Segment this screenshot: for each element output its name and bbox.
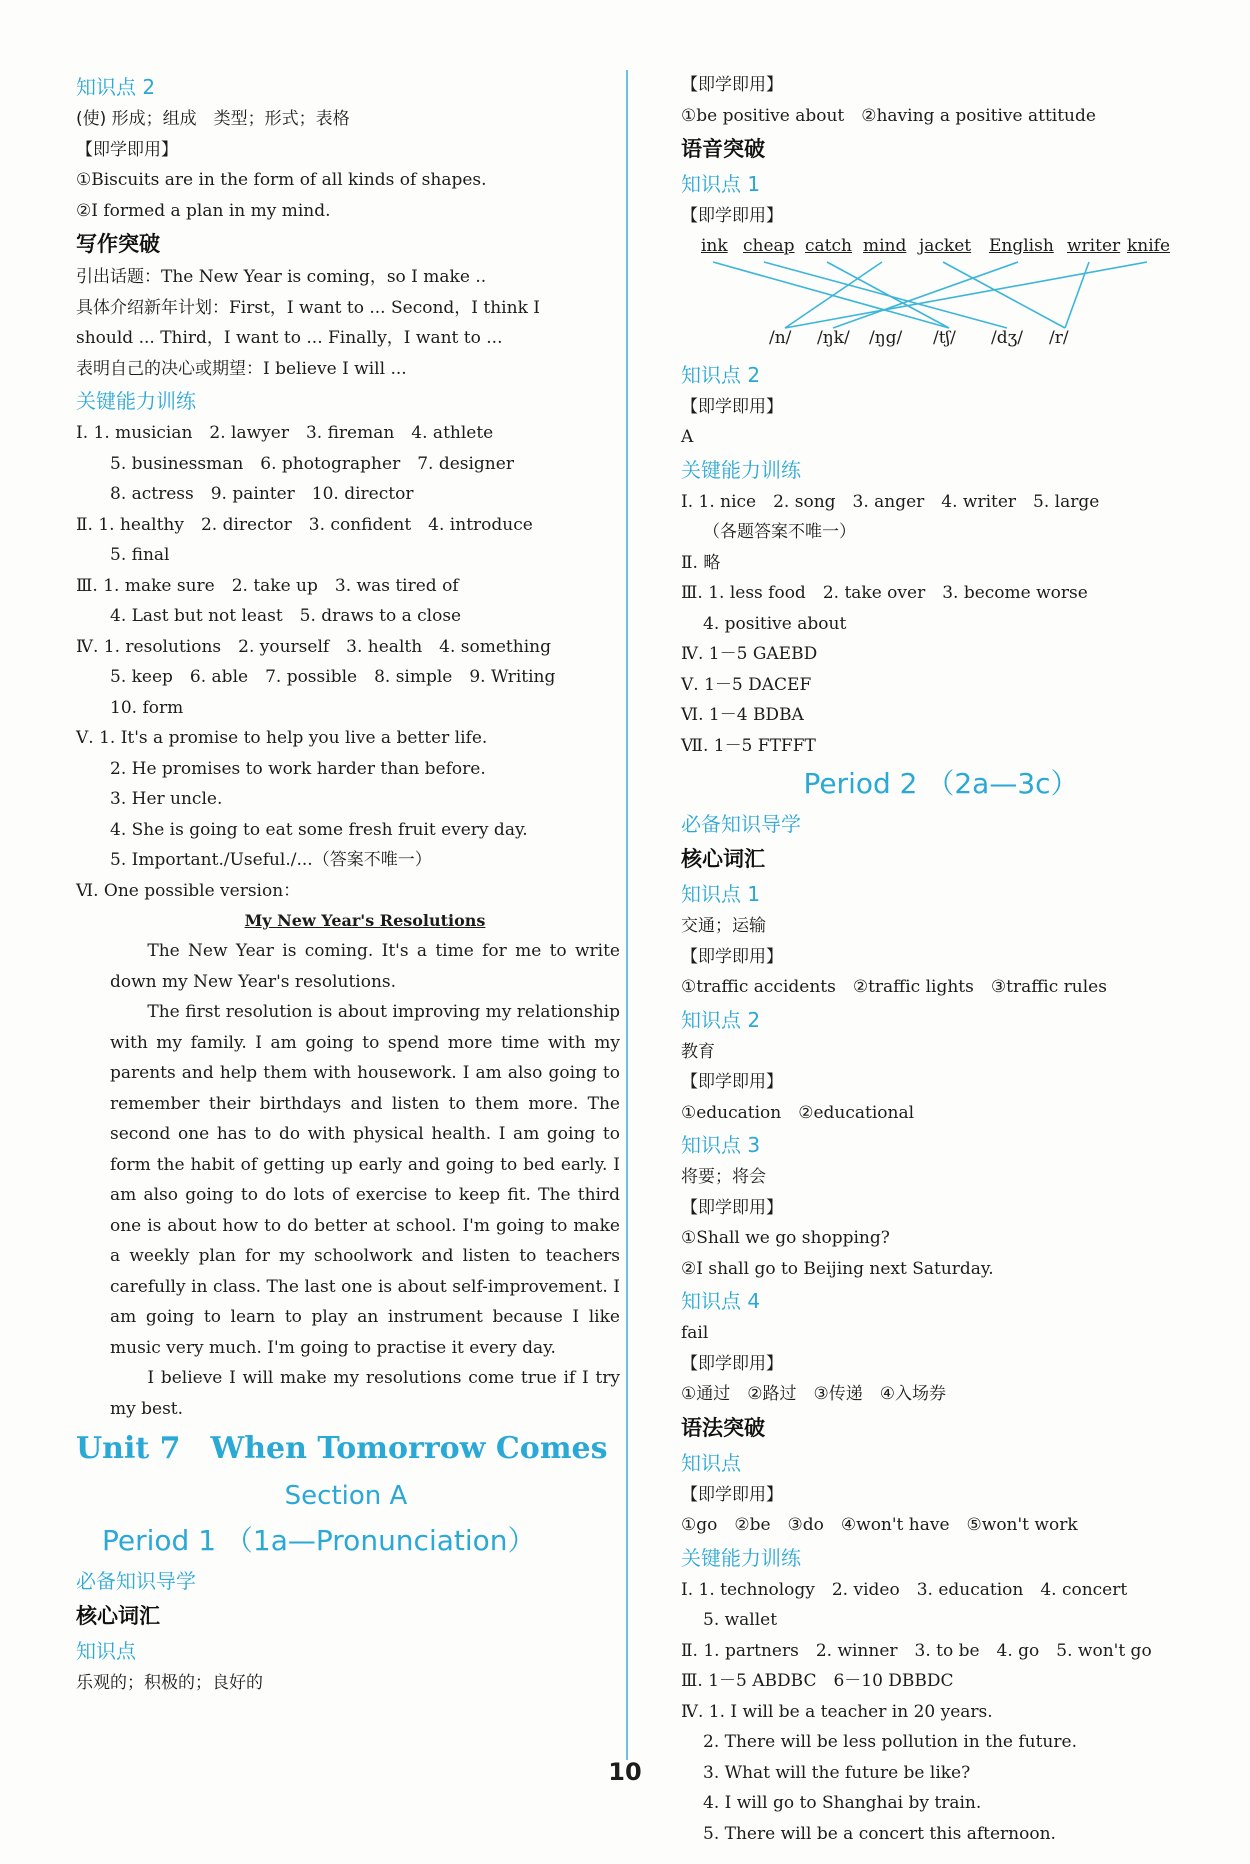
answer-line: Ⅵ. One possible version： — [76, 880, 301, 901]
practice-label: 【即学即用】 — [681, 1072, 783, 1092]
section-heading: 核心词汇 — [76, 1604, 160, 1628]
answer-line: Ⅰ. 1. nice 2. song 3. anger 4. writer 5. large — [681, 491, 1100, 512]
phoneme-row — [681, 328, 1201, 368]
answer-line: Ⅴ. 1－5 DACEF — [681, 674, 812, 695]
word-row — [681, 236, 1201, 306]
answer-line: ①Biscuits are in the form of all kinds of shapes. — [76, 170, 487, 190]
essay-paragraph: I believe I will make my resolutions come true if I try my best. — [110, 1368, 620, 1419]
practice-label: 【即学即用】 — [76, 139, 178, 160]
knowledge-point-heading: 知识点 1 — [681, 882, 761, 906]
answer-line: Ⅲ. 1. less food 2. take over 3. become worse — [681, 583, 1088, 603]
period-title: Period 2 （2a—3c） — [803, 767, 1079, 800]
answer-line: Ⅳ. 1－5 GAEBD — [681, 644, 818, 664]
writing-line: should ... Third，I want to ... Finally，I want to ... — [76, 328, 503, 348]
answer-line: Ⅳ. 1. resolutions 2. yourself 3. health 4. something — [76, 636, 551, 657]
writing-line: 引出话题：The New Year is coming，so I make .. — [76, 267, 487, 287]
practice-label: 【即学即用】 — [681, 75, 783, 95]
practice-label: 【即学即用】 — [681, 396, 783, 417]
definition: 交通；运输 — [681, 916, 766, 936]
practice-label: 【即学即用】 — [681, 1484, 783, 1505]
phonics-word: English — [989, 235, 1054, 256]
answer-line: 4. She is going to eat some fresh fruit every day. — [110, 819, 528, 840]
column-divider — [626, 70, 628, 1760]
answer-line: 5. There will be a concert this afternoon. — [703, 1823, 1056, 1844]
definition: 教育 — [681, 1041, 715, 1062]
phonics-word: writer — [1067, 235, 1121, 256]
answer-line: 5. businessman 6. photographer 7. designer — [110, 453, 514, 474]
answer-line: Ⅲ. 1. make sure 2. take up 3. was tired of — [76, 575, 459, 596]
answer-line: Ⅰ. 1. musician 2. lawyer 3. fireman 4. athlete — [76, 423, 494, 443]
knowledge-point-heading: 知识点 2 — [681, 1007, 761, 1032]
answer-line: ②I formed a plan in my mind. — [76, 200, 331, 221]
knowledge-point-heading: 知识点 2 — [681, 362, 761, 387]
answer-line: Ⅴ. 1. It's a promise to help you live a better life. — [76, 728, 488, 748]
answer-line: 4. positive about — [703, 613, 847, 634]
answer-line: 4. Last but not least 5. draws to a close — [110, 606, 462, 626]
essay-title: My New Year's Resolutions — [244, 911, 486, 930]
practice-label: 【即学即用】 — [681, 946, 783, 967]
answer-line: ①通过 ②路过 ③传递 ④入场券 — [681, 1384, 946, 1404]
answer-line: ①education ②educational — [681, 1102, 915, 1123]
unit-title: Unit 7 When Tomorrow Comes — [76, 1431, 608, 1466]
training-heading: 关键能力训练 — [76, 389, 196, 413]
answer-line: Ⅳ. 1. I will be a teacher in 20 years. — [681, 1701, 993, 1722]
phonics-word: ink — [701, 235, 728, 256]
phoneme: /ŋg/ — [869, 327, 903, 348]
answer-line: ①go ②be ③do ④won't have ⑤won't work — [681, 1515, 1078, 1535]
answer-line: 8. actress 9. painter 10. director — [110, 484, 414, 504]
section-heading: 语法突破 — [681, 1415, 765, 1440]
sub-heading: 必备知识导学 — [76, 1569, 196, 1593]
phoneme: /ŋk/ — [817, 327, 850, 348]
knowledge-point-heading: 知识点 2 — [76, 75, 156, 99]
practice-label: 【即学即用】 — [681, 1197, 783, 1218]
answer-line: 10. form — [110, 697, 184, 718]
answer-line: 5. keep 6. able 7. possible 8. simple 9. Writing — [110, 667, 556, 687]
answer-line: Ⅰ. 1. technology 2. video 3. education 4. concert — [681, 1579, 1128, 1600]
answer-line: 3. Her uncle. — [110, 789, 223, 809]
answer-line: A — [681, 427, 694, 447]
writing-line: 具体介绍新年计划：First，I want to ... Second，I think I — [76, 297, 540, 318]
section-heading: 语音突破 — [681, 137, 765, 161]
answer-line: ①traffic accidents ②traffic lights ③traffic rules — [681, 977, 1107, 997]
writing-line: 表明自己的决心或期望：I believe I will ... — [76, 358, 407, 379]
phoneme: /dʒ/ — [991, 327, 1023, 348]
definition: 将要；将会 — [681, 1167, 766, 1187]
answer-line: Ⅵ. 1－4 BDBA — [681, 705, 804, 725]
section-title: Section A — [284, 1481, 408, 1511]
answer-line: Ⅱ. 1. partners 2. winner 3. to be 4. go 5. won't go — [681, 1640, 1152, 1661]
section-heading: 核心词汇 — [681, 847, 765, 871]
phoneme: /r/ — [1049, 327, 1069, 348]
essay-paragraph: The first resolution is about improving my relationship with my family. I am going to spend more time with my parents and help them with housework. I am also going to remember their birthdays and listen to them more. The second one has to do with physical health. I am going to form the habit of getting up early and going to bed early. I am also going to do lots of exercise to keep fit. The third one is about how to do better at school. I'm going to make a weekly plan for my schoolwork and listen to teachers carefully in class. The last one is about self-improvement. I am going to learn to play an instrument because I like music very much. I'm going to practise it every day. — [110, 1002, 620, 1358]
phonics-word: jacket — [919, 235, 972, 256]
phonics-matching — [681, 232, 1201, 358]
knowledge-point-heading: 知识点 3 — [681, 1133, 761, 1157]
answer-line: ①be positive about ②having a positive attitude — [681, 105, 1096, 126]
phoneme: /tʃ/ — [933, 327, 956, 348]
knowledge-point-heading: 知识点 — [681, 1450, 741, 1475]
section-heading: 写作突破 — [76, 232, 160, 256]
left-column — [76, 70, 620, 1699]
answer-line: Ⅲ. 1－5 ABDBC 6－10 DBBDC — [681, 1671, 954, 1691]
knowledge-point-heading: 知识点 — [76, 1639, 136, 1663]
answer-line: Ⅶ. 1－5 FTFFT — [681, 735, 816, 756]
phonics-word: mind — [863, 235, 907, 256]
training-heading: 关键能力训练 — [681, 1545, 801, 1570]
page-number: 10 — [608, 1758, 642, 1786]
answer-line: 5. final — [110, 545, 170, 565]
answer-note: （各题答案不唯一） — [703, 522, 856, 542]
knowledge-point-heading: 知识点 4 — [681, 1289, 761, 1313]
essay-paragraph: The New Year is coming. It's a time for me to write down my New Year's resolutions. — [110, 941, 620, 992]
knowledge-point-heading: 知识点 1 — [681, 172, 761, 196]
definition: (使) 形成；组成 类型；形式；表格 — [76, 109, 350, 129]
answer-line: ②I shall go to Beijing next Saturday. — [681, 1258, 994, 1279]
answer-line: 4. I will go to Shanghai by train. — [703, 1793, 982, 1813]
answer-line: Ⅱ. 1. healthy 2. director 3. confident 4. introduce — [76, 514, 533, 535]
phoneme: /n/ — [769, 327, 792, 348]
answer-line: 5. Important./Useful./...（答案不唯一） — [110, 850, 432, 870]
answer-line: 2. He promises to work harder than before. — [110, 758, 486, 779]
answer-line: Ⅱ. 略 — [681, 552, 721, 573]
practice-label: 【即学即用】 — [681, 206, 783, 226]
phonics-word: catch — [805, 235, 852, 256]
model-essay — [76, 906, 620, 1424]
definition: fail — [681, 1323, 709, 1343]
answer-line: ①Shall we go shopping? — [681, 1228, 890, 1248]
phonics-word: cheap — [743, 235, 795, 256]
phonics-word: knife — [1127, 235, 1171, 256]
answer-line: 5. wallet — [703, 1610, 778, 1630]
sub-heading: 必备知识导学 — [681, 812, 801, 836]
definition: 乐观的；积极的；良好的 — [76, 1673, 263, 1693]
answer-line: 3. What will the future be like? — [703, 1762, 971, 1783]
answer-line: 2. There will be less pollution in the future. — [703, 1732, 1077, 1752]
training-heading: 关键能力训练 — [681, 457, 801, 482]
practice-label: 【即学即用】 — [681, 1353, 783, 1374]
right-column — [681, 70, 1201, 1849]
period-title: Period 1 （1a—Pronunciation） — [102, 1524, 536, 1557]
